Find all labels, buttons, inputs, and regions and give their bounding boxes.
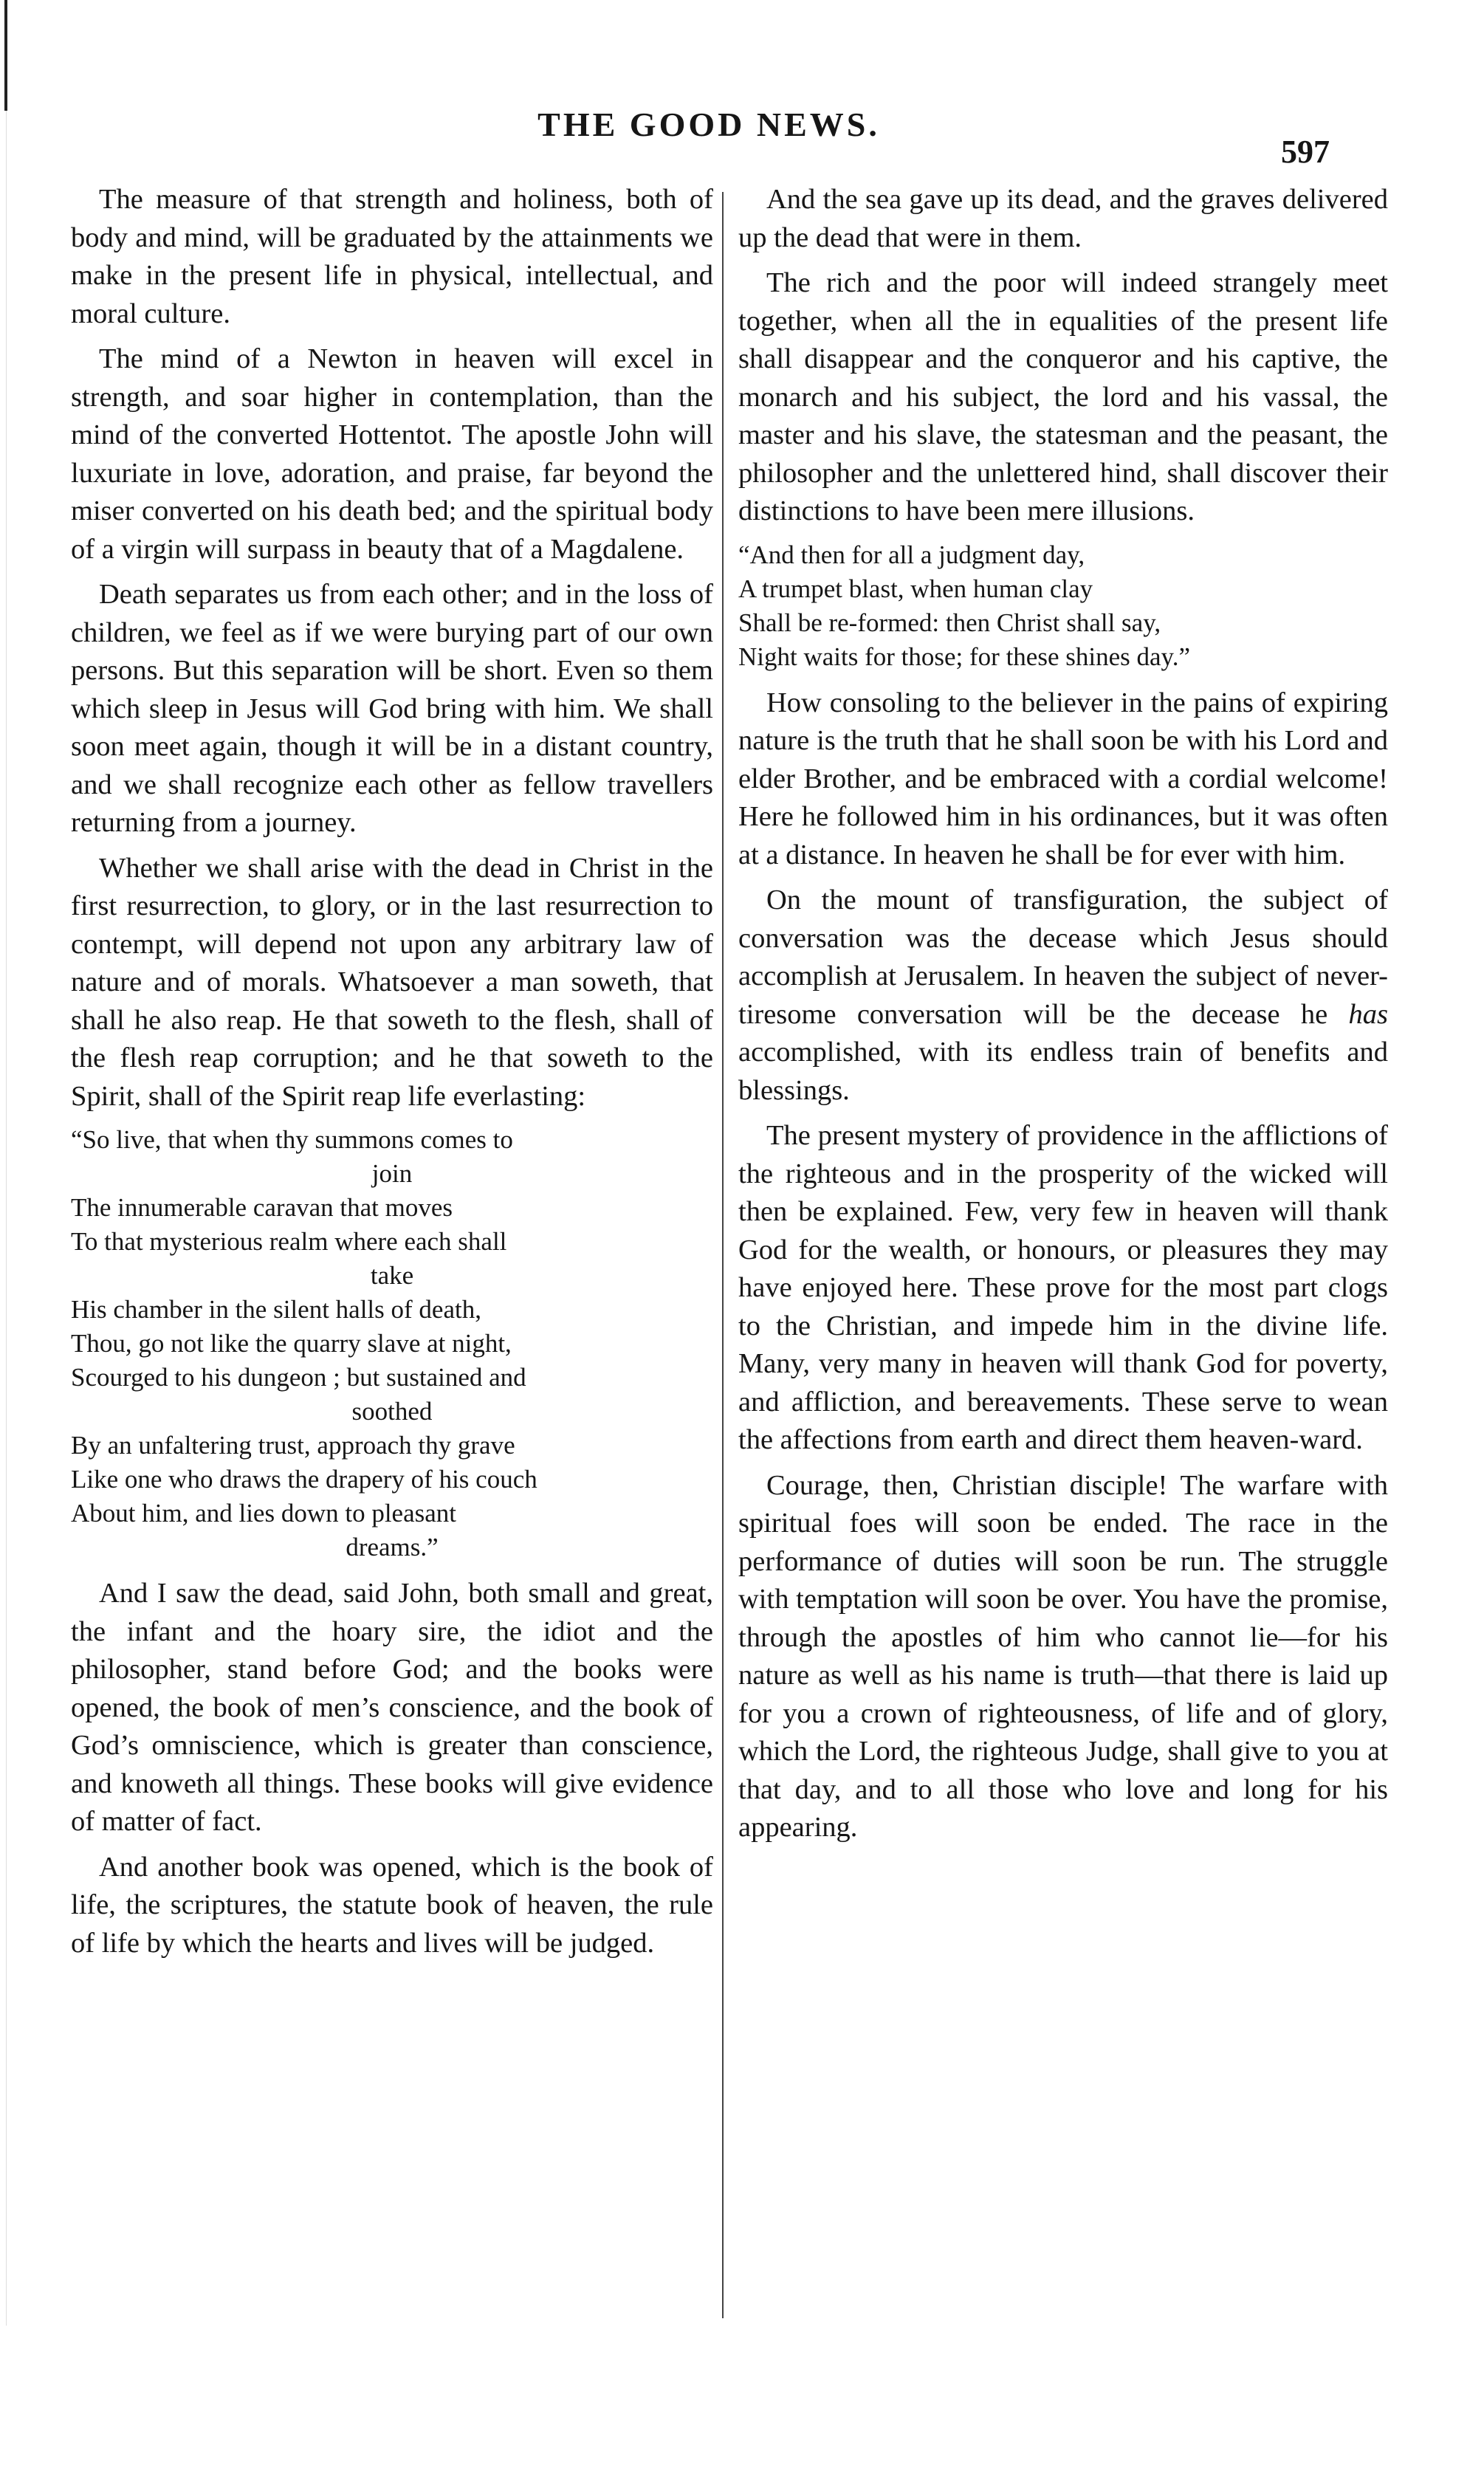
poem-line: Shall be re-formed: then Christ shall say, <box>738 608 1161 637</box>
poem-line: About him, and lies down to pleasant <box>71 1499 457 1528</box>
paragraph: The measure of that strength and holiness, both of body and mind, will be graduated by the attainments we make in the present life in physical, intellectual, and moral culture. <box>71 184 713 329</box>
poem-line: Night waits for those; for these shines day.” <box>738 642 1191 671</box>
poem-line: “And then for all a judgment day, <box>738 540 1085 569</box>
poem-quote <box>738 538 1388 674</box>
poem-line: Thou, go not like the quarry slave at night, <box>71 1329 512 1358</box>
poem-line: His chamber in the silent halls of death, <box>71 1295 481 1324</box>
column-rule <box>722 192 724 2318</box>
paragraph: The mind of a Newton in heaven will excel in strength, and soar higher in contemplation, than the mind of the converted Hottentot. The apostle John will luxuriate in love, adoration, and praise, far beyond the miser converted on his death bed; and the spiritual body of a virgin will surpass in beauty that of a Magdalene. <box>71 343 713 565</box>
page-header <box>0 105 1484 170</box>
poem-line: The innumerable caravan that moves <box>71 1193 453 1222</box>
paragraph-text: On the mount of transfiguration, the subject of conversation was the decease which Jesus should accomplish at Jerusalem. In heaven the subject of never-tiresome conversation will be the decease he <box>738 884 1388 1030</box>
poem-line: To that mysterious realm where each shall <box>71 1227 507 1256</box>
paragraph: And the sea gave up its dead, and the graves delivered up the dead that were in them. <box>738 184 1388 253</box>
paragraph: Death separates us from each other; and in the loss of children, we feel as if we were burying part of our own persons. But this separation will be short. Even so them which sleep in Jesus will God bring with him. We shall soon meet again, though it will be in a distant country, and we shall recognize each other as fellow travellers returning from a journey. <box>71 579 713 838</box>
page-edge-shadow <box>6 111 7 2326</box>
poem-line-continuation: dreams.” <box>346 1533 439 1561</box>
poem-quote <box>71 1123 713 1564</box>
paragraph <box>738 882 1388 1110</box>
paragraph: How consoling to the believer in the pains of expiring nature is the truth that he shall soon be with his Lord and elder Brother, and be embraced with a cordial welcome! Here he followed him in his ordinances, but it was often at a distance. In heaven he shall be for ever with him. <box>738 687 1388 870</box>
poem-line-continuation: soothed <box>351 1397 433 1426</box>
paragraph: The present mystery of providence in the afflictions of the righteous and in the prosperity of the wicked will then be explained. Few, very few in heaven will thank God for the wealth, or honours, or pleasures they may have enjoyed here. These prove for the most part clogs to the Christian, and impede him in the divine life. Many, very many in heaven will thank God for poverty, and affliction, and bereavements. These serve to wean the affections from earth and direct them heaven-ward. <box>738 1120 1388 1455</box>
running-title: THE GOOD NEWS. <box>537 106 880 143</box>
poem-line: Like one who draws the drapery of his couch <box>71 1465 537 1494</box>
poem-line: A trumpet blast, when human clay <box>738 574 1093 603</box>
poem-line: “So live, that when thy summons comes to <box>71 1125 513 1154</box>
poem-line: Scourged to his dungeon ; but sustained and <box>71 1363 526 1392</box>
paragraph: And another book was opened, which is the book of life, the scriptures, the statute book of heaven, the rule of life by which the hearts and lives will be judged. <box>71 1851 713 1959</box>
poem-line-continuation: take <box>370 1261 414 1290</box>
poem-line: By an unfaltering trust, approach thy grave <box>71 1431 515 1460</box>
paragraph: And I saw the dead, said John, both small and great, the infant and the hoary sire, the idiot and the philosopher, stand before God; and the books were opened, the book of men’s conscience, and the book of God’s omniscience, which is greater than conscience, and knoweth all things. These books will give evidence of matter of fact. <box>71 1578 713 1837</box>
paragraph: Whether we shall arise with the dead in Christ in the first resurrection, to glory, or in the last resurrection to contempt, will depend not upon any arbitrary law of nature and of morals. Whatsoever a man soweth, that shall he also reap. He that soweth to the flesh, shall of the flesh reap corruption; and he that soweth to the Spirit, shall of the Spirit reap life everlasting: <box>71 852 713 1112</box>
paragraph: Courage, then, Christian disciple! The warfare with spiritual foes will soon be ended. The race in the performance of duties will soon be run. The struggle with temptation will soon be over. You have the promise, through the apostles of him who cannot lie—for his nature as well as his name is truth—that there is laid up for you a crown of righteousness, of life and of glory, which the Lord, the righteous Judge, shall give to you at that day, and to all those who love and long for his appearing. <box>738 1469 1388 1843</box>
poem-line-continuation: join <box>371 1159 413 1188</box>
paragraph: The rich and the poor will indeed strangely meet together, when all the in equalities of the present life shall disappear and the conqueror and his captive, the monarch and his subject, the lord and his vassal, the master and his slave, the statesman and the peasant, the philosopher and the unlettered hind, shall discover their distinctions to have been mere illusions. <box>738 267 1388 526</box>
paragraph-text: accomplished, with its endless train of benefits and blessings. <box>738 1037 1388 1106</box>
italic-word: has <box>1348 998 1388 1030</box>
page-number: 597 <box>1281 134 1330 170</box>
left-column <box>71 181 713 1970</box>
page-edge-rule <box>4 0 7 111</box>
right-column <box>738 181 1388 1855</box>
